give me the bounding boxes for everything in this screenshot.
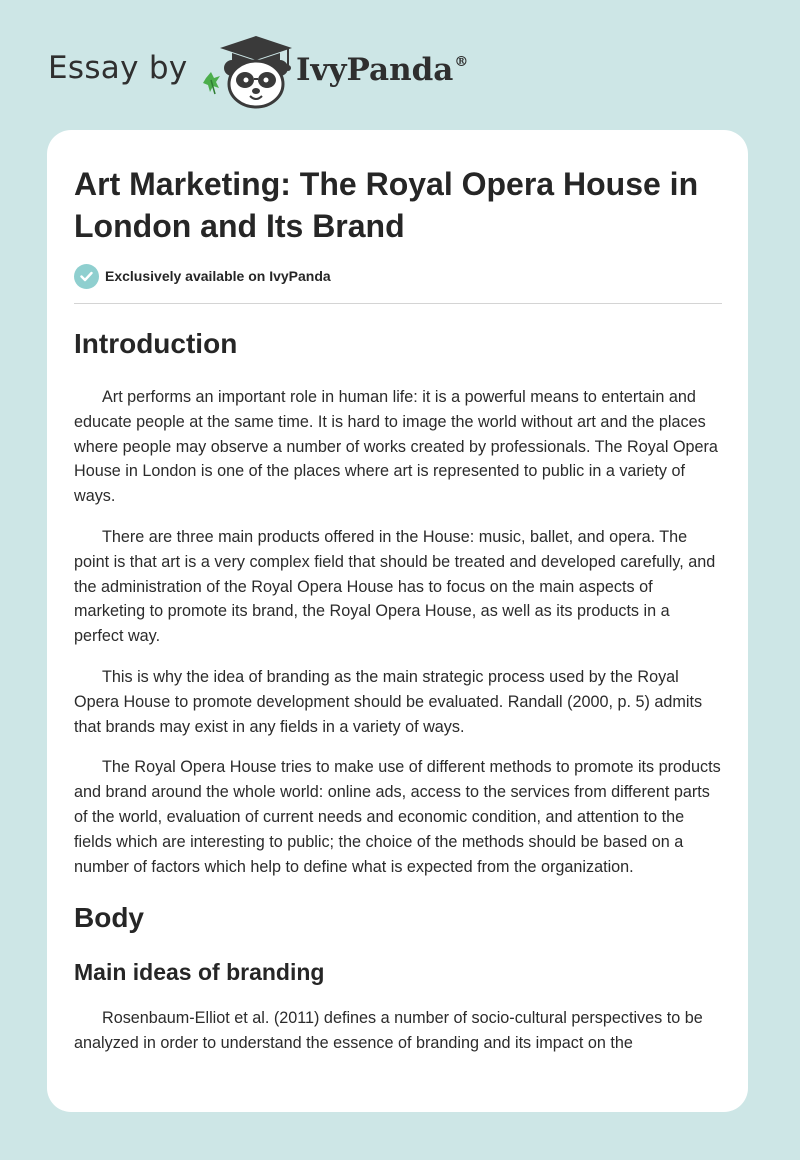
brand-name[interactable]: IvyPanda® (296, 52, 469, 88)
ivy-leaf-icon (203, 72, 220, 94)
article-card (47, 130, 748, 1112)
divider (74, 303, 722, 304)
paragraph: There are three main products offered in the House: music, ballet, and opera. The point is that art is a very complex field that should be treated and developed carefully, and the administration of the Royal Opera House has to focus on the main aspects of marketing to promote its brand, the Royal Opera House, as well as its products in a perfect way. (74, 527, 716, 646)
panda-logo-icon[interactable] (202, 34, 294, 110)
paragraph: Rosenbaum-Elliot et al. (2011) defines a number of socio-cultural perspectives to be analyzed in order to understand the essence of branding and its impact on the (74, 1009, 703, 1053)
paragraph: The Royal Opera House tries to make use of different methods to promote its products and brand around the whole world: online ads, access to the services from different parts of the world, evaluation of current needs and economic condition, and attention to the fields which are interesting to public; the choice of the methods should be based on a number of factors which help to define what is expected from the organization. (74, 758, 721, 876)
paragraph: This is why the idea of branding as the main strategic process used by the Royal Opera House to promote development should be evaluated. Randall (2000, p. 5) admits that brands may exist in any fields in a variety of ways. (74, 667, 703, 736)
exclusive-label: Exclusively available on IvyPanda (105, 268, 331, 284)
subheading-main-ideas: Main ideas of branding (74, 959, 325, 986)
exclusive-badge (74, 263, 331, 289)
heading-body: Body (74, 902, 144, 934)
article-content (74, 320, 723, 1056)
check-icon (74, 264, 99, 289)
registered-mark: ® (454, 54, 469, 70)
heading-introduction: Introduction (74, 328, 238, 359)
paragraph: Art performs an important role in human life: it is a powerful means to entertain and educate people at the same time. It is hard to image the world without art and the places where people may observe a number of works created by professionals. The Royal Opera House in London is one of the places where art is represented to public in a variety of ways. (74, 388, 718, 506)
essay-by-label: Essay by (48, 50, 188, 86)
article-title: Art Marketing: The Royal Opera House in London and Its Brand (74, 166, 699, 244)
site-header (48, 30, 748, 110)
